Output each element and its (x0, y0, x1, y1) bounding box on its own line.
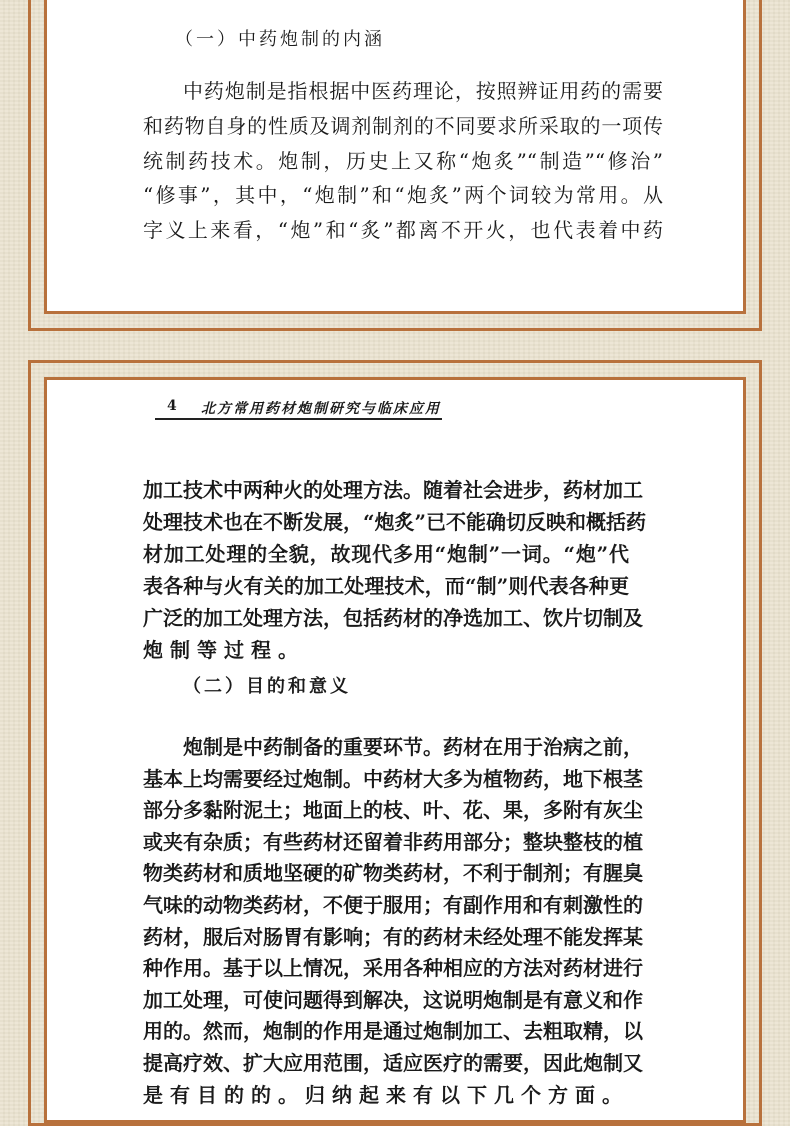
text-line: 部分多黏附泥土；地面上的枝、叶、花、果，多附有灰尘 (143, 798, 643, 823)
text-line: 加工处理，可使问题得到解决，这说明炮制是有意义和作 (143, 987, 643, 1012)
section-heading-2: （二）目的和意义 (183, 676, 351, 697)
text-line: 字义上来看，“炮”和“炙”都离不开火，也代表着中药 (143, 218, 663, 243)
text-line: 用的。然而，炮制的作用是通过炮制加工、去粗取精，以 (143, 1019, 643, 1044)
page-number: 4 (167, 398, 177, 414)
text-line: 中药炮制是指根据中医药理论，按照辨证用药的需要 (183, 79, 663, 103)
text-line: 是有目的的。归纳起来有以下几个方面。 (143, 1082, 629, 1107)
text-line: 表各种与火有关的加工处理技术，而“制”则代表各种更 (143, 574, 629, 598)
text-line: 炮制是中药制备的重要环节。药材在用于治病之前， (183, 735, 643, 759)
text-line: 或夹有杂质；有些药材还留着非药用部分；整块整枝的植 (143, 829, 643, 854)
text-line: 提高疗效、扩大应用范围，适应医疗的需要，因此炮制又 (143, 1051, 643, 1075)
text-line: 统制药技术。炮制，历史上又称“炮炙”“制造”“修治” (143, 148, 663, 173)
text-line: 物类药材和质地坚硬的矿物类药材，不利于制剂；有腥臭 (143, 861, 643, 886)
text-line: 基本上均需要经过炮制。中药材大多为植物药，地下根茎 (143, 766, 643, 791)
text-line: “修事”，其中，“炮制”和“炮炙”两个词较为常用。从 (143, 183, 663, 208)
text-line: 加工技术中两种火的处理方法。随着社会进步，药材加工 (143, 478, 643, 502)
text-line: 材加工处理的全貌，故现代多用“炮制”一词。“炮”代 (143, 542, 629, 566)
text-line: 种作用。基于以上情况，采用各种相应的方法对药材进行 (143, 956, 643, 981)
section-heading-1: （一）中药炮制的内涵 (175, 29, 385, 50)
running-header (155, 396, 442, 420)
text-line: 和药物自身的性质及调剂制剂的不同要求所采取的一项传 (143, 113, 663, 138)
top-page (44, 0, 746, 314)
text-line: 处理技术也在不断发展，“炮炙”已不能确切反映和概括药 (143, 510, 647, 534)
text-line: 气味的动物类药材，不便于服用；有副作用和有刺激性的 (143, 893, 643, 917)
running-title: 北方常用药材炮制研究与临床应用 (201, 401, 441, 417)
text-line: 炮制等过程。 (143, 638, 305, 662)
text-line: 药材，服后对肠胃有影响；有的药材未经处理不能发挥某 (143, 924, 643, 949)
bottom-page (44, 377, 746, 1123)
text-line: 广泛的加工处理方法，包括药材的净选加工、饮片切制及 (143, 606, 643, 630)
